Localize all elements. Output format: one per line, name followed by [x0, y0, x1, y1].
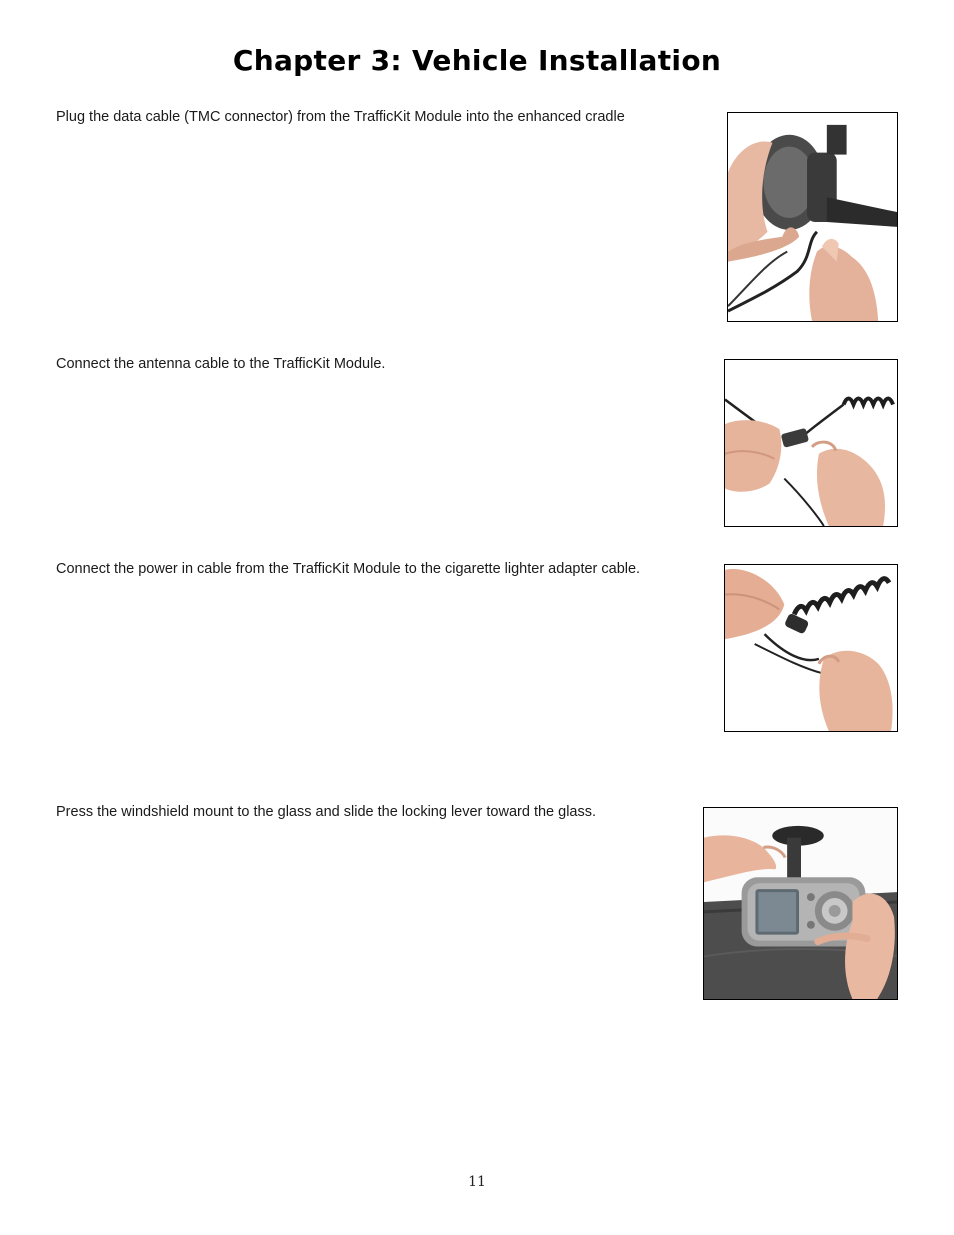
page-number: 11: [468, 1174, 486, 1190]
step-2-text: Connect the antenna cable to the TrafficKit Module.: [56, 356, 386, 372]
page-title: Chapter 3: Vehicle Installation: [232, 44, 722, 77]
step-3-text: Connect the power in cable from the TrafficKit Module to the cigarette lighter adapter cable.: [56, 561, 641, 577]
step-2-photo-antenna-cable: [724, 359, 898, 527]
step-4-text: Press the windshield mount to the glass and slide the locking lever toward the glass.: [56, 804, 597, 820]
step-3-photo-power-cable: [724, 564, 898, 732]
step-1-text: Plug the data cable (TMC connector) from the TrafficKit Module into the enhanced cradle: [56, 109, 625, 125]
step-4-photo-windshield-mount: [703, 807, 898, 1000]
step-1-photo-cradle-cable: [727, 112, 898, 322]
